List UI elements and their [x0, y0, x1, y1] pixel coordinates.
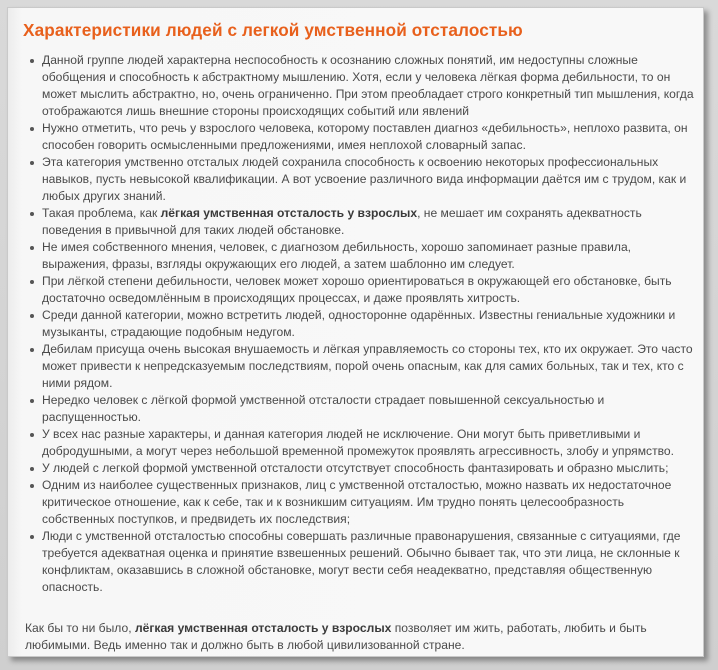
list-item: Одним из наиболее существенных признаков, лиц с умственной отсталостью, можно назвать их недостаточное критическое отношение, как к себе, так и к возникшим ситуациям. Им трудно понять целесообразность собственных поступков, и предвидеть их последствия;: [25, 477, 695, 528]
list-item: Люди с умственной отсталостью способны совершать различные правонарушения, связанные с ситуациями, где требуется адекватная оценка и принятие взвешенных решений. Обычно бывает так, что эти лица, не склонные к конфликтам, оказавшись в сложной обстановке, могут вести себя неадекватно, представляя общественную опасность.: [25, 528, 695, 596]
list-item: Данной группе людей характерна неспособность к осознанию сложных понятий, им недоступны сложные обобщения и способность к абстрактному мышлению. Хотя, если у человека лёгкая форма дебильности, то он может мыслить абстрактно, но, очень ограниченно. При этом преобладает строго конкретный тип мышления, когда отображаются лишь внешние стороны происходящих событий или явлений: [25, 52, 695, 120]
list-item: Не имея собственного мнения, человек, с диагнозом дебильность, хорошо запоминает разные правила, выражения, фразы, взгляды окружающих его людей, а затем шаблонно им следует.: [25, 239, 695, 273]
list-item: При лёгкой степени дебильности, человек может хорошо ориентироваться в окружающей его обстановке, быть достаточно осведомлённым в происходящих процессах, и даже проявлять хитрость.: [25, 273, 695, 307]
characteristics-list: [25, 52, 695, 596]
bold-phrase: лёгкая умственная отсталость у взрослых: [134, 621, 392, 635]
list-item: Среди данной категории, можно встретить людей, односторонне одарённых. Известны гениальные художники и музыканты, страдающие подобным недугом.: [25, 307, 695, 341]
bold-phrase: лёгкая умственная отсталость у взрослых: [160, 206, 418, 220]
list-item: Нередко человек с лёгкой формой умственной отсталости страдает повышенной сексуальностью и распущенностью.: [25, 392, 695, 426]
list-item: Нужно отметить, что речь у взрослого человека, которому поставлен диагноз «дебильность», неплохо развита, он способен говорить осмысленными предложениями, имея неплохой словарный запас.: [25, 120, 695, 154]
list-item: Эта категория умственно отсталых людей сохранила способность к освоению некоторых профессиональных навыков, пусть невысокой квалификации. А вот усвоение различного вида информации даётся им с трудом, как и любых других знаний.: [25, 154, 695, 205]
article-panel: [7, 7, 704, 657]
list-item: Такая проблема, как лёгкая умственная отсталость у взрослых, не мешает им сохранять адекватность поведения в привычной для таких людей обстановке.: [25, 205, 695, 239]
list-item: Дебилам присуща очень высокая внушаемость и лёгкая управляемость со стороны тех, кто их окружает. Это часто может привести к непредсказуемым последствиям, порой очень опасным, как для самих больных, так и тех, кто с ними рядом.: [25, 341, 695, 392]
list-item: У всех нас разные характеры, и данная категория людей не исключение. Они могут быть приветливыми и добродушными, а могут через небольшой временной промежуток проявлять агрессивность, злобу и упрямство.: [25, 426, 695, 460]
article-heading: Характеристики людей с легкой умственной отсталостью: [23, 20, 523, 40]
conclusion-paragraph: Как бы то ни было, лёгкая умственная отсталость у взрослых позволяет им жить, работать, любить и быть любимыми. Ведь именно так и должно быть в любой цивилизованной стране.: [25, 621, 647, 652]
list-item: У людей с легкой формой умственной отсталости отсутствует способность фантазировать и образно мыслить;: [25, 460, 695, 477]
